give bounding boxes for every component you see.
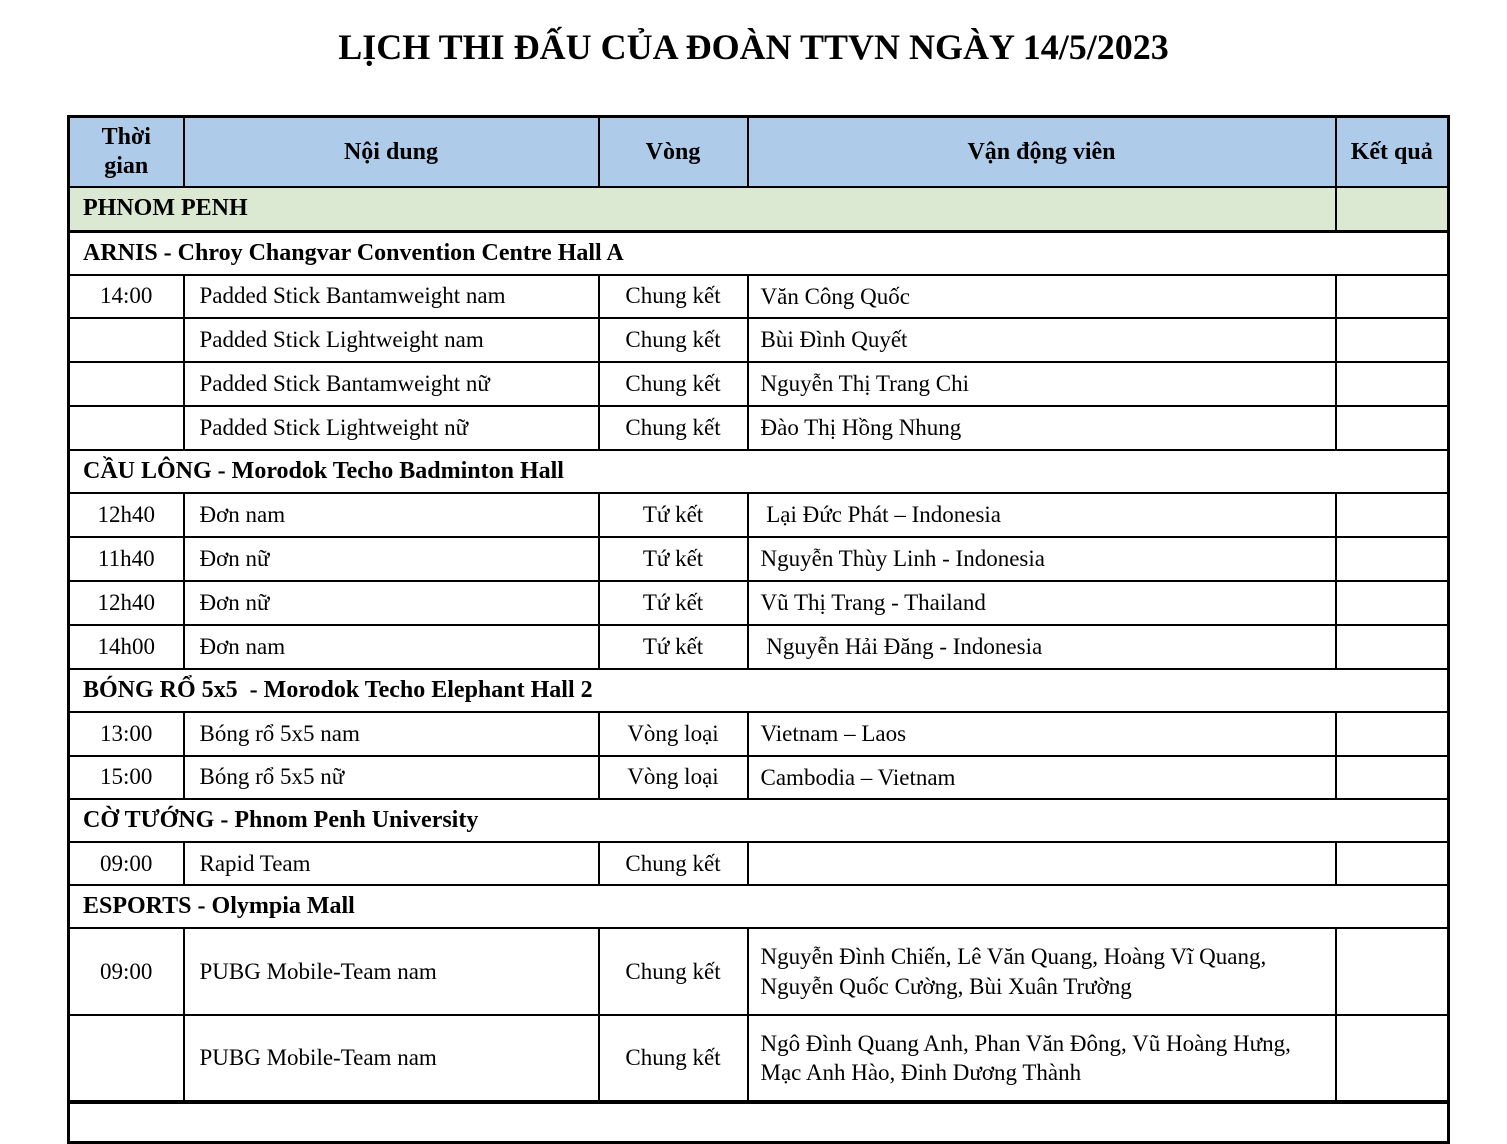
round-cell: Vòng loại [599,712,748,756]
event-cell: Đơn nữ [184,581,599,625]
schedule-row [69,406,1449,450]
round-cell: Tứ kết [599,493,748,537]
result-cell [1336,756,1449,800]
time-cell [69,318,184,362]
event-cell: Rapid Team [184,842,599,885]
partial-row-cell [69,1102,1449,1142]
city-label: PHNOM PENH [69,187,1336,232]
event-cell: Đơn nữ [184,537,599,581]
event-cell: Padded Stick Lightweight nam [184,318,599,362]
round-cell: Chung kết [599,842,748,885]
schedule-row [69,1015,1449,1102]
round-cell: Chung kết [599,406,748,450]
round-cell: Tứ kết [599,537,748,581]
schedule-row [69,537,1449,581]
round-cell: Chung kết [599,318,748,362]
schedule-row [69,712,1449,756]
result-cell [1336,318,1449,362]
schedule-row [69,318,1449,362]
section-row [69,885,1449,928]
table-header-row [69,117,1449,187]
event-cell: Padded Stick Lightweight nữ [184,406,599,450]
time-cell: 12h40 [69,493,184,537]
schedule-row [69,842,1449,885]
city-result-cell [1336,187,1449,232]
event-cell: PUBG Mobile-Team nam [184,1015,599,1102]
round-cell: Chung kết [599,275,748,319]
round-cell: Chung kết [599,1015,748,1102]
result-cell [1336,842,1449,885]
time-cell: 13:00 [69,712,184,756]
athletes-cell: Ngô Đình Quang Anh, Phan Văn Đông, Vũ Hoàng Hưng, Mạc Anh Hào, Đinh Dương Thành [748,1015,1336,1102]
athletes-cell: Nguyễn Thị Trang Chi [748,362,1336,406]
schedule-row [69,493,1449,537]
result-cell [1336,712,1449,756]
round-cell: Tứ kết [599,581,748,625]
round-cell: Vòng loại [599,756,748,800]
time-cell: 14:00 [69,275,184,319]
athletes-cell: Lại Đức Phát – Indonesia [748,493,1336,537]
section-title: ARNIS - Chroy Changvar Convention Centre Hall A [69,232,1449,275]
result-cell [1336,362,1449,406]
round-cell: Chung kết [599,362,748,406]
round-cell: Chung kết [599,928,748,1015]
athletes-cell: Đào Thị Hồng Nhung [748,406,1336,450]
section-title: CẦU LÔNG - Morodok Techo Badminton Hall [69,450,1449,493]
round-cell: Tứ kết [599,625,748,669]
column-header-time: Thời gian [69,117,184,187]
time-cell: 09:00 [69,842,184,885]
event-cell: Padded Stick Bantamweight nam [184,275,599,319]
result-cell [1336,625,1449,669]
section-row [69,799,1449,842]
time-cell: 11h40 [69,537,184,581]
section-title: CỜ TƯỚNG - Phnom Penh University [69,799,1449,842]
schedule-row [69,275,1449,319]
time-cell: 12h40 [69,581,184,625]
city-row [69,187,1449,232]
time-cell [69,1015,184,1102]
schedule-row [69,625,1449,669]
section-title: ESPORTS - Olympia Mall [69,885,1449,928]
result-cell [1336,275,1449,319]
page-title: LỊCH THI ĐẤU CỦA ĐOÀN TTVN NGÀY 14/5/2023 [338,27,1169,67]
athletes-cell: Nguyễn Hải Đăng - Indonesia [748,625,1336,669]
time-cell: 09:00 [69,928,184,1015]
section-row [69,450,1449,493]
time-cell: 14h00 [69,625,184,669]
event-cell: Padded Stick Bantamweight nữ [184,362,599,406]
athletes-cell: Vũ Thị Trang - Thailand [748,581,1336,625]
event-cell: Bóng rổ 5x5 nữ [184,756,599,800]
schedule-row [69,581,1449,625]
section-row [69,669,1449,712]
column-header-round: Vòng [599,117,748,187]
section-row [69,232,1449,275]
athletes-cell: Nguyễn Thùy Linh - Indonesia [748,537,1336,581]
result-cell [1336,493,1449,537]
partial-row [69,1102,1449,1142]
schedule-row [69,756,1449,800]
schedule-table [67,115,1450,1144]
event-cell: Đơn nam [184,493,599,537]
event-cell: PUBG Mobile-Team nam [184,928,599,1015]
schedule-table-body [69,117,1449,1143]
column-header-event: Nội dung [184,117,599,187]
result-cell [1336,1015,1449,1102]
event-cell: Bóng rổ 5x5 nam [184,712,599,756]
time-cell: 15:00 [69,756,184,800]
athletes-cell: Bùi Đình Quyết [748,318,1336,362]
time-cell [69,406,184,450]
column-header-result: Kết quả [1336,117,1449,187]
time-cell [69,362,184,406]
athletes-cell [748,842,1336,885]
event-cell: Đơn nam [184,625,599,669]
athletes-cell: Văn Công Quốc [748,275,1336,319]
athletes-cell: Cambodia – Vietnam [748,756,1336,800]
result-cell [1336,406,1449,450]
column-header-athletes: Vận động viên [748,117,1336,187]
athletes-cell: Nguyễn Đình Chiến, Lê Văn Quang, Hoàng Vĩ Quang, Nguyễn Quốc Cường, Bùi Xuân Trường [748,928,1336,1015]
section-title: BÓNG RỔ 5x5 - Morodok Techo Elephant Hall 2 [69,669,1449,712]
result-cell [1336,537,1449,581]
result-cell [1336,581,1449,625]
result-cell [1336,928,1449,1015]
athletes-cell: Vietnam – Laos [748,712,1336,756]
schedule-row [69,362,1449,406]
schedule-row [69,928,1449,1015]
